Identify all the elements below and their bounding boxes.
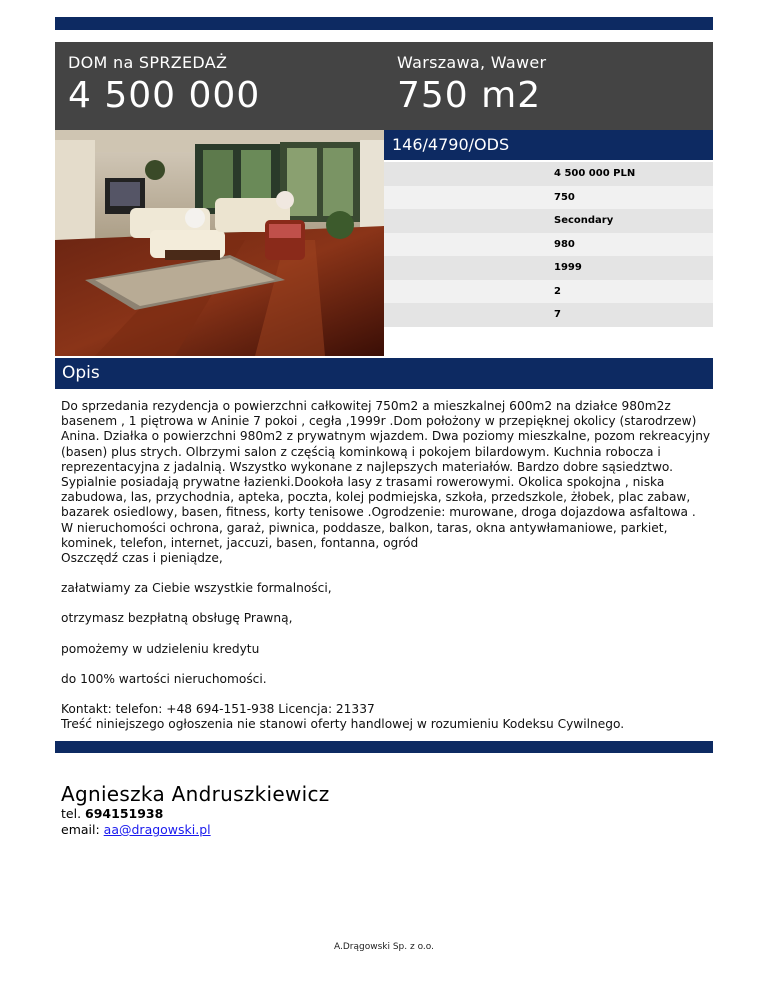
top-bar (55, 17, 713, 30)
phone-label: tel. (61, 806, 82, 821)
living-room-photo (55, 130, 384, 356)
listing-type: DOM na SPRZEDAŻ (68, 53, 228, 72)
agent-email (61, 822, 330, 838)
param-plot-area: 980 (384, 233, 713, 257)
bottom-bar (55, 741, 713, 753)
email-link[interactable]: aa@dragowski.pl (103, 822, 211, 837)
description-line: załatwiamy za Ciebie wszystkie formalności, (61, 581, 332, 596)
property-photo (55, 130, 384, 356)
param-area: 750 (384, 186, 713, 210)
listing-location: Warszawa, Wawer (397, 53, 547, 72)
contact-line: Kontakt: telefon: +48 694-151-938 Licencja: 21337 (61, 702, 375, 717)
description-line: pomożemy w udzieleniu kredytu (61, 641, 260, 656)
listing-area: 750 m2 (397, 75, 542, 116)
email-label: email: (61, 822, 100, 837)
disclaimer-line: Treść niniejszego ogłoszenia nie stanowi oferty handlowej w rozumieniu Kodeksu Cywilnego. (61, 717, 625, 732)
description-line: otrzymasz bezpłatną obsługę Prawną, (61, 611, 293, 626)
agent-card (61, 782, 330, 838)
offer-id: 146/4790/ODS (384, 130, 713, 160)
description-line: do 100% wartości nieruchomości. (61, 671, 267, 686)
description-line: Oszczędź czas i pieniądze, (61, 551, 223, 566)
phone-number: 694151938 (85, 806, 164, 821)
footer-company: A.Drągowski Sp. z o.o. (334, 942, 434, 952)
param-price: 4 500 000 PLN (384, 162, 713, 186)
listing-price: 4 500 000 (68, 75, 261, 116)
description-heading: Opis (55, 358, 713, 389)
description (61, 399, 711, 732)
description-text: Do sprzedania rezydencja o powierzchni całkowitej 750m2 a mieszkalnej 600m2 na działce 980m2z basenem , 1 piętrowa w Aninie 7 pokoi , cegła ,1999r .Dom położony w przepięknej okolicy (starodrzew) Anina. Działka o powierzchni 980m2 z prywatnym wjazdem. Dwa poziomy mieszkalne, pozom rekreacyjny (basen) plus strych. Olbrzymi salon z częścią kominkową i pokojem bilardowym. Kuchnia robocza i reprezentacyjna z jadalnią. Wszystko wykonane z najlepszych materiałów. Bardzo dobre sąsiedztwo. Sypialnie posiadają prywatne łazienki.Dookoła lasy z trasami rowerowymi. Okolica spokojna , niska zabudowa, las, przychodnia, apteka, poczta, kolej podmiejska, szkoła, przedszkole, żłobek, plac zabaw, bazarek osiedlowy, basen, fitness, korty tenisowe .Ogrodzenie: murowane, droga dojazdowa asfaltowa . W nieruchomości ochrona, garaż, piwnica, poddasze, balkon, taras, okna antywłamaniowe, parkiet, kominek, telefon, internet, jaccuzi, basen, fontanna, ogród (61, 399, 711, 550)
header-right (397, 54, 546, 116)
param-rooms: 7 (384, 303, 713, 327)
header-left (68, 54, 260, 116)
params-table (384, 162, 713, 327)
param-year: 1999 (384, 256, 713, 280)
agent-name: Agnieszka Andruszkiewicz (61, 782, 330, 806)
param-market: Secondary (384, 209, 713, 233)
agent-phone (61, 806, 330, 822)
param-floors: 2 (384, 280, 713, 304)
listing-header (55, 42, 713, 130)
